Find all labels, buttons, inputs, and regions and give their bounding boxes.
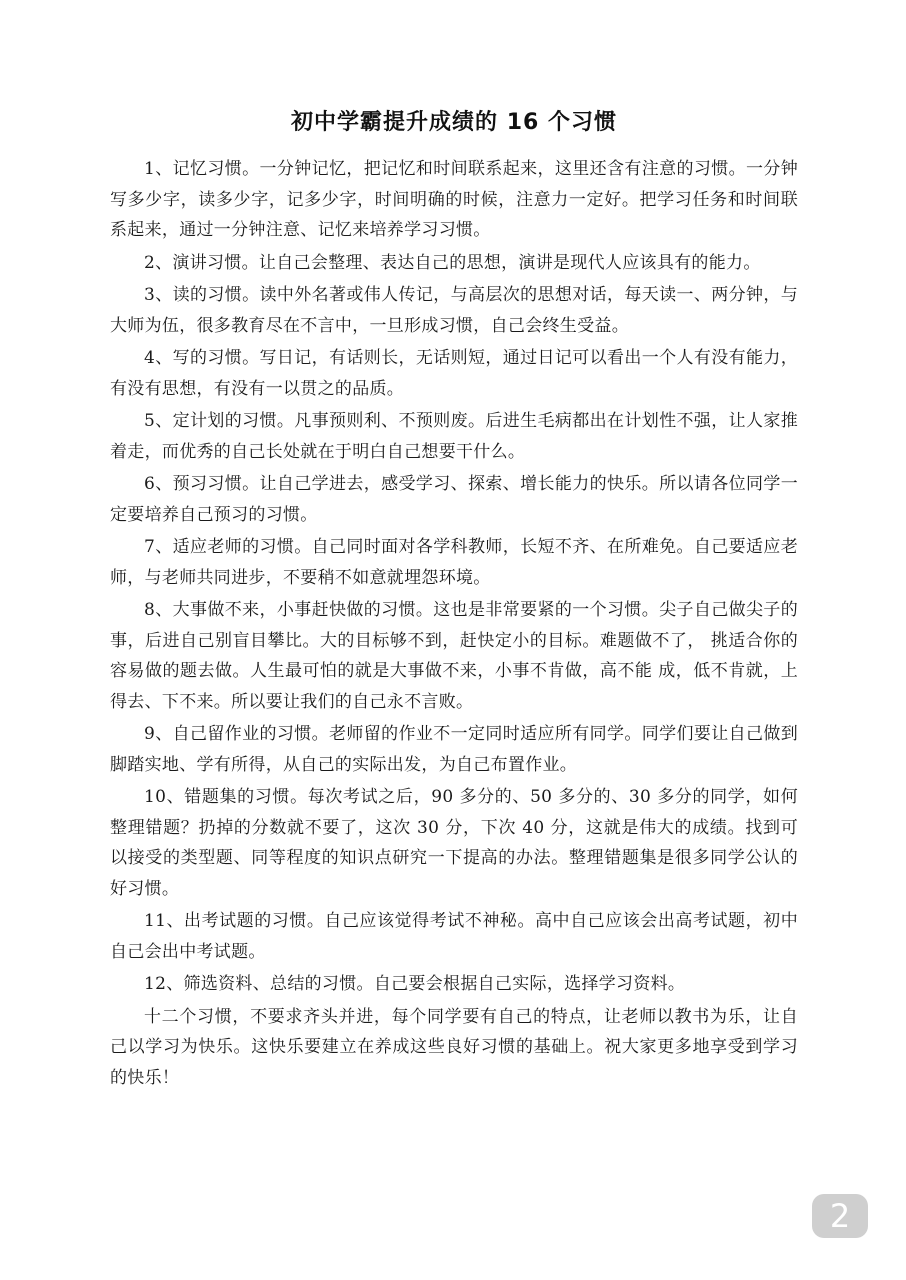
paragraph-habit-12: 12、筛选资料、总结的习惯。自己要会根据自己实际，选择学习资料。 (144, 974, 686, 994)
paragraph-habit-1: 1、记忆习惯。一分钟记忆，把记忆和时间联系起来，这里还含有注意的习惯。一分钟写多少字，读多少字，记多少字，时间明确的时候，注意力一定好。把学习任务和时间联系起来，通过一分钟注意、记忆来培养学习习惯。 (110, 159, 798, 240)
document-body (110, 154, 798, 1093)
paragraph-habit-9: 9、自己留作业的习惯。老师留的作业不一定同时适应所有同学。同学们要让自己做到脚踏实地、学有所得，从自己的实际出发，为自己布置作业。 (110, 724, 798, 775)
paragraph-habit-4: 4、写的习惯。写日记，有话则长，无话则短，通过日记可以看出一个人有没有能力，有没有思想，有没有一以贯之的品质。 (110, 348, 798, 399)
paragraph-habit-5: 5、定计划的习惯。凡事预则利、不预则废。后进生毛病都出在计划性不强，让人家推着走，而优秀的自己长处就在于明白自己想要干什么。 (110, 411, 798, 462)
paragraph-habit-8: 8、大事做不来，小事赶快做的习惯。这也是非常要紧的一个习惯。尖子自己做尖子的事，后进自己别盲目攀比。大的目标够不到，赶快定小的目标。难题做不了， 挑适合你的容易做的题去做。人生最可怕的就是大事做不来，小事不肯做，高不能 成，低不肯就，上得去、下不来。所以要让我们的自己永不言败。 (110, 600, 798, 712)
document-title: 初中学霸提升成绩的 16 个习惯 (291, 110, 617, 135)
paragraph-conclusion: 十二个习惯，不要求齐头并进，每个同学要有自己的特点，让老师以教书为乐，让自己以学习为快乐。这快乐要建立在养成这些良好习惯的基础上。祝大家更多地享受到学习的快乐！ (110, 1006, 798, 1088)
paragraph-habit-6: 6、预习习惯。让自己学进去，感受学习、探索、增长能力的快乐。所以请各位同学一定要培养自己预习的习惯。 (110, 474, 798, 525)
paragraph-habit-7: 7、适应老师的习惯。自己同时面对各学科教师，长短不齐、在所难免。自己要适应老师，与老师共同进步，不要稍不如意就埋怨环境。 (110, 537, 798, 588)
paragraph-habit-3: 3、读的习惯。读中外名著或伟人传记，与高层次的思想对话，每天读一、两分钟，与大师为伍，很多教育尽在不言中，一旦形成习惯，自己会终生受益。 (110, 285, 798, 336)
paragraph-habit-11: 11、出考试题的习惯。自己应该觉得考试不神秘。高中自己应该会出高考试题，初中自己会出中考试题。 (110, 911, 798, 962)
page-number-badge: 2 (812, 1194, 868, 1238)
paragraph-habit-10: 10、错题集的习惯。每次考试之后，90 多分的、50 多分的、30 多分的同学，如何整理错题？扔掉的分数就不要了，这次 30 分，下次 40 分，这就是伟大的成绩。找到可以接受的类型题、同等程度的知识点研究一下提高的办法。整理错题集是很多同学公认的好习惯。 (110, 787, 798, 899)
paragraph-habit-2: 2、演讲习惯。让自己会整理、表达自己的思想，演讲是现代人应该具有的能力。 (144, 252, 761, 273)
